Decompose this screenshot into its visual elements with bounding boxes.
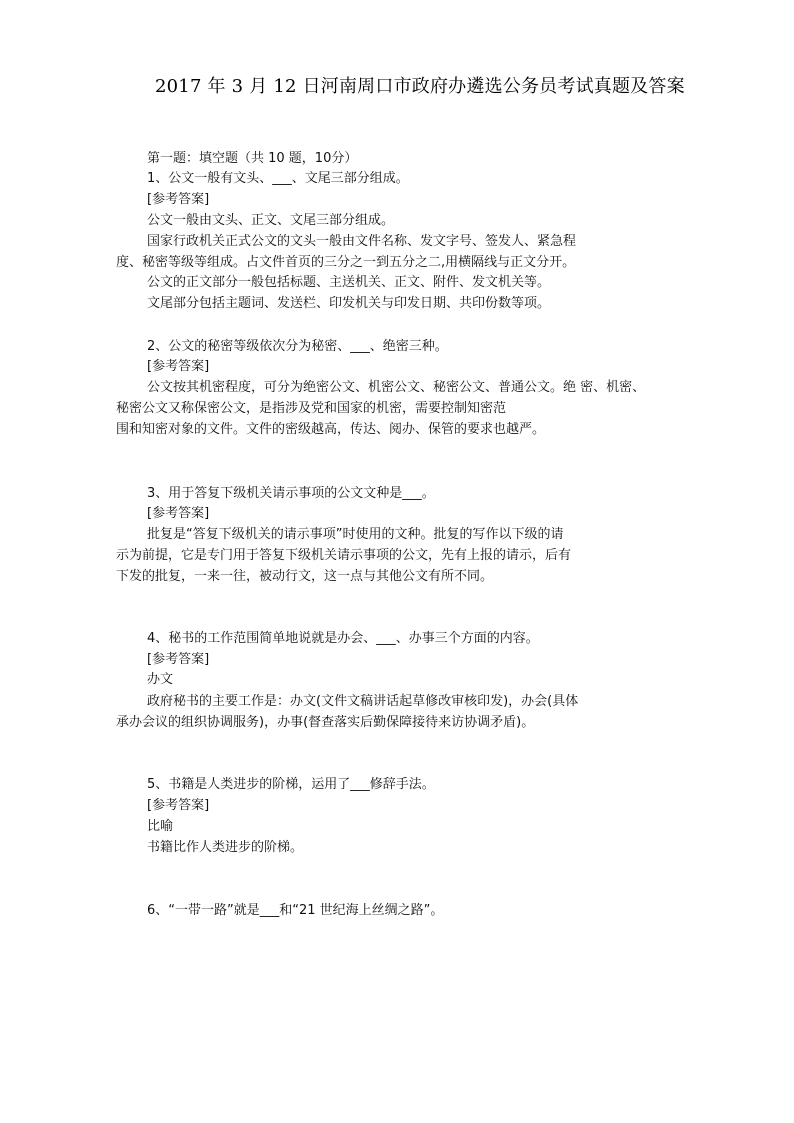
answer-label-4: [参考答案] [147,652,210,667]
answer-1-line-5: 文尾部分包括主题词、发送栏、印发机关与印发日期、共印份数等项。 [147,296,551,311]
answer-3-line-1: 批复是“答复下级机关的请示事项”时使用的文种。批复的写作以下级的请 [147,527,564,542]
answer-2-line-2: 秘密公文又称保密公文，是指涉及党和国家的机密，需要控制知密范 [116,401,507,416]
answer-5-line-2: 书籍比作人类进步的阶梯。 [147,840,304,855]
answer-1-line-2: 国家行政机关正式公文的文头一般由文件名称、发文字号、签发人、紧急程 [147,234,577,249]
answer-4-line-3: 承办会议的组织协调服务)，办事(督查落实后勤保障接待来访协调矛盾)。 [116,715,535,730]
document-title: 2017 年 3 月 12 日河南周口市政府办遴选公务员考试真题及答案 [155,76,685,97]
answer-1-line-3: 度、秘密等级等组成。占文件首页的三分之一到五分之二,用横隔线与正文分开。 [116,255,576,270]
question-1: 1、公文一般有文头、___、文尾三部分组成。 [147,171,409,186]
answer-2-line-1: 公文按其机密程度，可分为绝密公文、机密公文、秘密公文、普通公文。绝 密、机密、 [147,380,646,395]
answer-4-line-2: 政府秘书的主要工作是：办文(文件文稿讲话起草修改审核印发)，办会(具体 [147,694,579,709]
answer-label-1: [参考答案] [147,192,210,207]
question-6: 6、“一带一路”就是___和“21 世纪海上丝绸之路”。 [147,903,444,918]
section-heading: 第一题：填空题（共 10 题，10分） [147,151,358,166]
answer-label-5: [参考答案] [147,798,210,813]
answer-4-line-1: 办文 [147,672,174,687]
answer-2-line-3: 围和知密对象的文件。文件的密级越高，传达、阅办、保管的要求也越严。 [116,422,546,437]
answer-3-line-2: 示为前提，它是专门用于答复下级机关请示事项的公文，先有上报的请示，后有 [116,548,572,563]
question-5: 5、书籍是人类进步的阶梯，运用了___修辞手法。 [147,777,435,792]
answer-5-line-1: 比喻 [147,819,174,834]
question-3: 3、用于答复下级机关请示事项的公文文种是___。 [147,486,435,501]
question-2: 2、公文的秘密等级依次分为秘密、___、绝密三种。 [147,339,448,354]
question-4: 4、秘书的工作范围简单地说就是办会、___、办事三个方面的内容。 [147,631,539,646]
answer-3-line-3: 下发的批复，一来一往，被动行文，这一点与其他公文有所不同。 [116,569,494,584]
answer-1-line-4: 公文的正文部分一般包括标题、主送机关、正文、附件、发文机关等。 [147,275,551,290]
answer-label-2: [参考答案] [147,359,210,374]
answer-label-3: [参考答案] [147,506,210,521]
answer-1-line-1: 公文一般由文头、正文、文尾三部分组成。 [147,213,395,228]
